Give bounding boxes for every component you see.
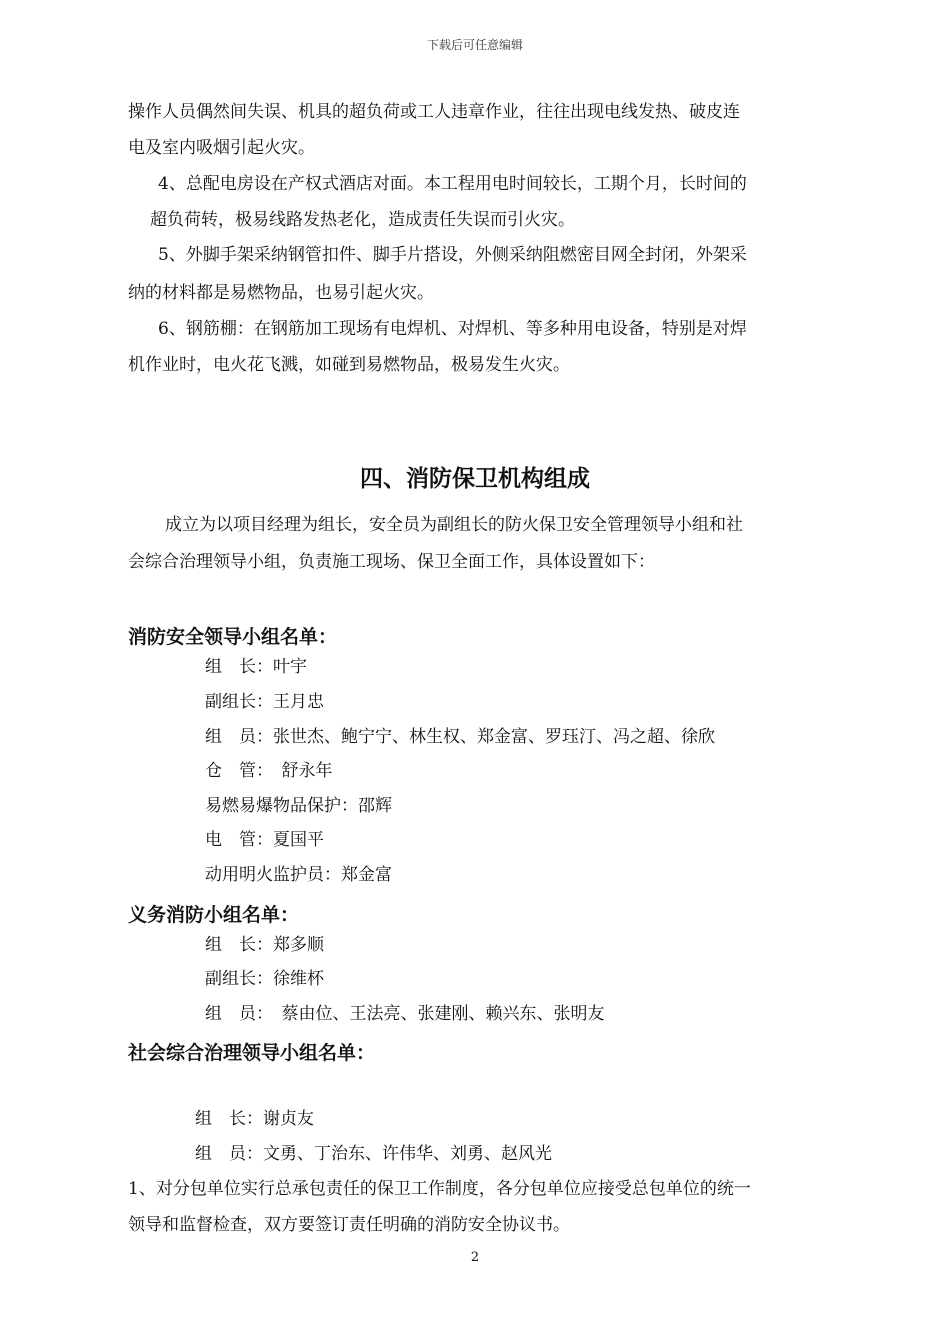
member-line: 仓 管： 舒永年 [205, 761, 333, 781]
closing-line: 1、对分包单位实行总承包责任的保卫工作制度，各分包单位应接受总包单位的统一 [128, 1179, 751, 1199]
intro-line: 成立为以项目经理为组长，安全员为副组长的防火保卫安全管理领导小组和社 [165, 515, 743, 535]
member-line: 组 长：郑多顺 [205, 935, 324, 955]
page-number: 2 [470, 1250, 480, 1265]
member-line: 组 长：叶宇 [205, 657, 307, 677]
paragraph-line: 机作业时，电火花飞溅，如碰到易燃物品，极易发生火灾。 [128, 355, 570, 375]
social-group-heading: 社会综合治理领导小组名单： [128, 1042, 376, 1064]
paragraph-line: 操作人员偶然间失误、机具的超负荷或工人违章作业，往往出现电线发热、破皮连 [128, 102, 740, 122]
member-line: 组 长：谢贞友 [195, 1109, 314, 1129]
member-line: 副组长：徐维杯 [205, 969, 324, 989]
paragraph-line: 6、钢筋棚：在钢筋加工现场有电焊机、对焊机、等多种用电设备，特别是对焊 [158, 319, 747, 339]
paragraph-line: 纳的材料都是易燃物品，也易引起火灾。 [128, 283, 434, 303]
paragraph-line: 电及室内吸烟引起火灾。 [128, 138, 315, 158]
paragraph-line: 5、外脚手架采纳钢管扣件、脚手片搭设，外侧采纳阻燃密目网全封闭，外架采 [158, 245, 747, 265]
paragraph-line: 超负荷转，极易线路发热老化，造成责任失误而引火灾。 [150, 210, 575, 230]
member-line: 电 管：夏国平 [205, 830, 324, 850]
volunteer-group-heading: 义务消防小组名单： [128, 904, 300, 926]
page-header: 下载后可任意编辑 [426, 38, 523, 52]
member-line: 易燃易爆物品保护：邵辉 [205, 796, 392, 816]
member-line: 组 员：文勇、丁治东、许伟华、刘勇、赵风光 [195, 1144, 552, 1164]
fire-safety-group-heading: 消防安全领导小组名单： [128, 626, 338, 648]
member-line: 组 员：张世杰、鲍宁宁、林生权、郑金富、罗珏汀、冯之超、徐欣 [205, 727, 715, 747]
closing-line: 领导和监督检查，双方要签订责任明确的消防安全协议书。 [128, 1215, 570, 1235]
member-line: 组 员： 蔡由位、王法亮、张建刚、赖兴东、张明友 [205, 1004, 605, 1024]
paragraph-line: 4、总配电房设在产权式酒店对面。本工程用电时间较长，工期个月，长时间的 [158, 174, 747, 194]
member-line: 动用明火监护员：郑金富 [205, 865, 392, 885]
intro-line: 会综合治理领导小组，负责施工现场、保卫全面工作，具体设置如下： [128, 552, 655, 572]
member-line: 副组长：王月忠 [205, 692, 324, 712]
section-title: 四、消防保卫机构组成 [360, 466, 590, 492]
